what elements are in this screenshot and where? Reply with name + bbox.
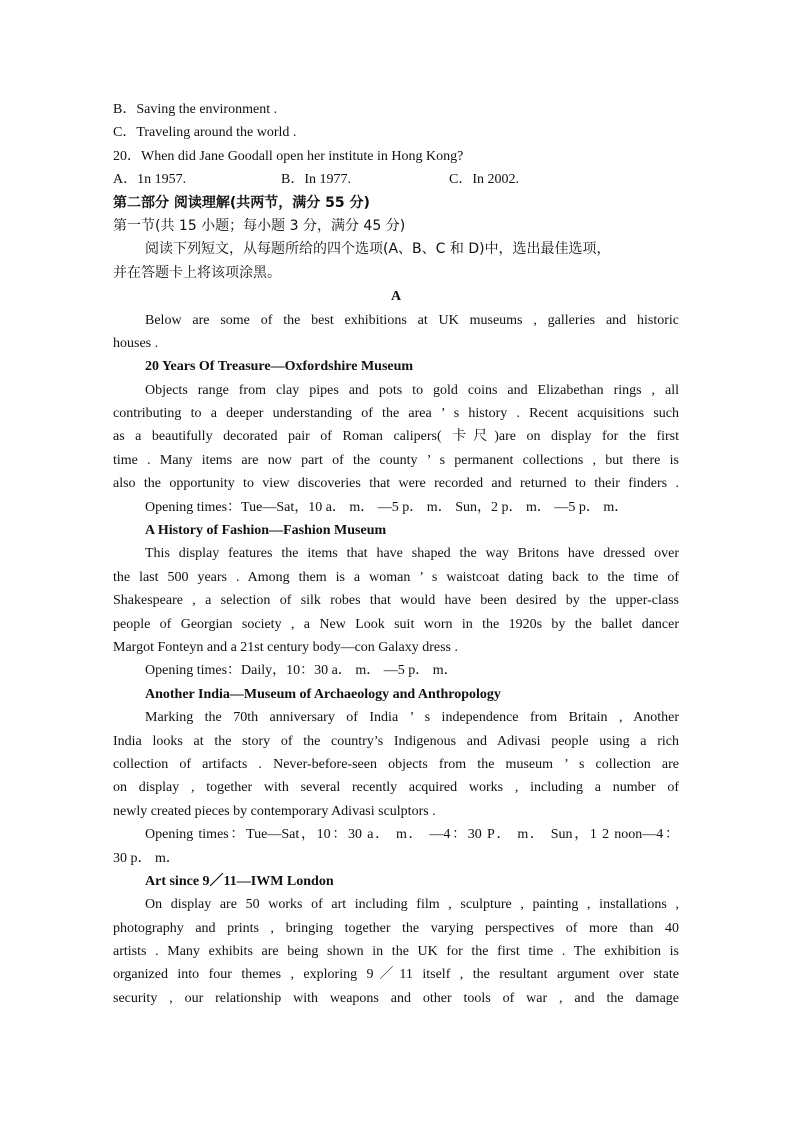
part-two-heading: 第二部分 阅读理解(共两节，满分 55 分) — [113, 194, 370, 211]
exhibition-3-opening-times-2: 30 p． m． — [113, 850, 180, 866]
exhibition-4-title: Art since 9／11—IWM London — [145, 873, 334, 889]
exhibition-3-text-4: on display , together with several recently acquired works , including a number of — [113, 780, 679, 796]
passage-a-title: A — [390, 289, 402, 305]
exhibition-3-text-3: collection of artifacts . Never-before-seen objects from the museum ’ s collection are — [113, 756, 679, 772]
exhibition-1-text-5: also the opportunity to view discoveries that were recorded and returned to their finders . — [113, 476, 679, 492]
question-19-option-b: B．Saving the environment . — [113, 102, 278, 117]
exhibition-1-text-1: Objects range from clay pipes and pots to gold coins and Elizabethan rings , all — [145, 382, 679, 398]
exhibition-2-text-4: people of Georgian society , a New Look suit worn in the 1920s by the ballet dancer — [113, 616, 679, 632]
question-20-option-a: A．1n 1957. — [113, 172, 187, 188]
exhibition-2-text-5: Margot Fonteyn and a 21st century body—con Galaxy dress . — [113, 639, 459, 655]
exhibition-3-text-1: Marking the 70th anniversary of India ’ s independence from Britain , Another — [145, 710, 679, 726]
intro-line-1: Below are some of the best exhibitions at UK museums , galleries and historic — [145, 312, 679, 328]
question-19-option-c: C．Traveling around the world . — [113, 125, 297, 141]
question-20-options — [113, 168, 679, 191]
exhibition-3-title: Another India—Museum of Archaeology and Anthropology — [145, 686, 501, 702]
exhibition-3-opening-times-1: Opening times：Tue—Sat，10：30 a． m． —4：30 P． m． Sun，1 2 noon—4： — [145, 827, 679, 843]
exhibition-2-opening-times: Opening times：Daily，10：30 a． m． —5 p． m． — [145, 663, 458, 679]
exhibition-1-title: 20 Years Of Treasure—Oxfordshire Museum — [145, 359, 414, 375]
intro-line-2: houses . — [113, 335, 159, 351]
exhibition-1-text-4: time . Many items are now part of the county ’ s permanent collections , but there is — [113, 452, 679, 468]
exhibition-4-text-3: artists . Many exhibits are being shown in the UK for the first time . The exhibition is — [113, 944, 679, 960]
question-20-stem: 20．When did Jane Goodall open her institute in Hong Kong? — [113, 148, 464, 164]
question-20-option-b: B．In 1977. — [281, 172, 351, 188]
question-20-option-c: C．In 2002. — [449, 172, 519, 188]
exhibition-1-opening-times: Opening times：Tue—Sat，10 a． m． —5 p． m． Sun，2 p． m． —5 p． m． — [145, 499, 629, 515]
exhibition-4-text-5: security , our relationship with weapons and other tools of war , and the damage — [113, 990, 679, 1006]
exhibition-4-text-1: On display are 50 works of art including film , sculpture , painting , installations , — [145, 897, 679, 913]
exhibition-4-text-2: photography and prints , bringing together the varying perspectives of more than 40 — [113, 920, 679, 936]
exhibition-3-text-5: newly created pieces by contemporary Adivasi sculptors . — [113, 803, 436, 819]
exhibition-4-text-4: organized into four themes , exploring 9／11 itself , the resultant argument over state — [113, 967, 679, 983]
exhibition-1-text-3: as a beautifully decorated pair of Roman calipers( 卡尺)are on display for the first — [113, 429, 679, 445]
exhibition-2-text-1: This display features the items that have shaped the way Britons have dressed over — [145, 546, 679, 562]
section-one-heading: 第一节(共 15 小题；每小题 3 分，满分 45 分) — [113, 217, 406, 234]
exhibition-2-title: A History of Fashion—Fashion Museum — [145, 523, 387, 539]
exhibition-1-text-2: contributing to a deeper understanding of the area ’ s history . Recent acquisitions such — [113, 406, 679, 422]
exhibition-3-text-2: India looks at the story of the country’s Indigenous and Adivasi people using a rich — [113, 733, 679, 749]
exhibition-2-text-3: Shakespeare , a selection of silk robes that would have been desired by the upper-class — [113, 593, 679, 609]
exhibition-2-text-2: the last 500 years . Among them is a woman ’ s waistcoat dating back to the time of — [113, 569, 679, 585]
instructions-line-2: 并在答题卡上将该项涂黑。 — [113, 264, 281, 281]
document-page — [113, 98, 679, 1010]
instructions-line-1: 阅读下列短文，从每题所给的四个选项(A、B、C 和 D)中，选出最佳选项， — [145, 241, 611, 258]
